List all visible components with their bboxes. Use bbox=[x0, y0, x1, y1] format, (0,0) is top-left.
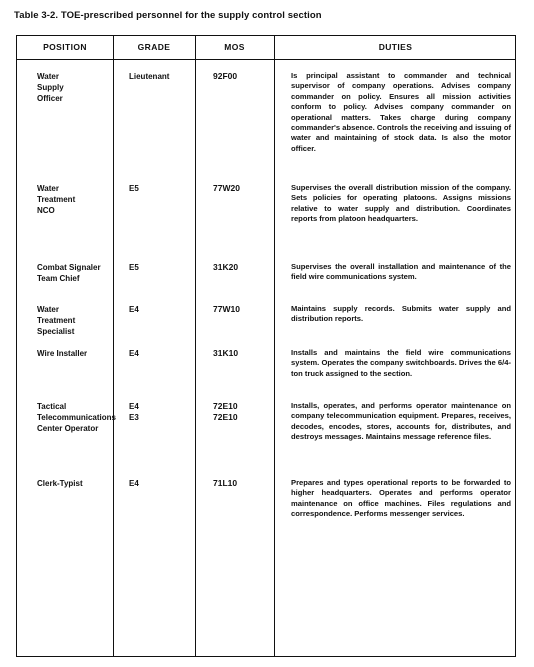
position-cell: Water Supply Officer bbox=[37, 72, 64, 103]
header-duties: DUTIES bbox=[378, 42, 413, 52]
grade-cell: E4 bbox=[129, 479, 139, 488]
mos-cell: 31K10 bbox=[213, 348, 239, 358]
grade-cell: E4 bbox=[129, 305, 139, 314]
duties-cell: Is principal assistant to commander and technical supervisor of company operations. Advises company commander on policy. Ensures all mission activities conform to policy. Advises company commander on operational matters. Takes charge during company commander's absence. Controls the receiving and issuing of water and maintaining of stock data. Is also the motor officer. bbox=[291, 71, 511, 153]
mos-cell: 31K20 bbox=[213, 262, 239, 272]
mos-cell: 77W10 bbox=[213, 304, 240, 314]
header-mos: MOS bbox=[224, 42, 245, 52]
position-cell: Water Treatment Specialist bbox=[37, 305, 76, 336]
table-caption: Table 3-2. TOE-prescribed personnel for the supply control section bbox=[14, 10, 322, 21]
grade-cell: E4 bbox=[129, 349, 139, 358]
duties-cell: Installs, operates, and performs operator maintenance on company telecommunication equipment. Prepares, receives, decodes, encodes, stores, accounts for, distributes, and destroys messages. Maintains message reference files. bbox=[291, 401, 511, 442]
header-divider bbox=[17, 59, 515, 60]
grade-cell: E5 bbox=[129, 184, 139, 193]
duties-cell: Prepares and types operational reports to be forwarded to higher headquarters. Operates and performs operator maintenance on office machines. Files regulations and correspondence. Performs messenger services. bbox=[291, 478, 511, 519]
position-cell: Clerk-Typist bbox=[37, 479, 83, 488]
grade-cell: Lieutenant bbox=[129, 72, 170, 81]
mos-cell: 71L10 bbox=[213, 478, 238, 488]
duties-cell: Installs and maintains the field wire communications system. Operates the company switchboards. Drives the 6/4-ton truck assigned to the section. bbox=[291, 348, 511, 378]
duties-cell: Maintains supply records. Submits water supply and distribution reports. bbox=[291, 304, 511, 324]
grade-cell: E4 E3 bbox=[129, 402, 139, 422]
column-divider bbox=[113, 36, 114, 656]
grade-cell: E5 bbox=[129, 263, 139, 272]
mos-cell: 77W20 bbox=[213, 183, 240, 193]
position-cell: Water Treatment NCO bbox=[37, 184, 76, 215]
header-grade: GRADE bbox=[137, 42, 171, 52]
mos-cell: 92F00 bbox=[213, 71, 238, 81]
personnel-table bbox=[16, 35, 516, 657]
position-cell: Tactical Telecommunications Center Operator bbox=[37, 402, 116, 433]
position-cell: Combat Signaler Team Chief bbox=[37, 263, 101, 283]
header-position: POSITION bbox=[43, 42, 87, 52]
mos-cell: 72E10 72E10 bbox=[213, 401, 238, 422]
duties-cell: Supervises the overall installation and maintenance of the field wire communications system. bbox=[291, 262, 511, 282]
position-cell: Wire Installer bbox=[37, 349, 88, 358]
column-divider bbox=[195, 36, 196, 656]
duties-cell: Supervises the overall distribution mission of the company. Sets policies for operating platoons. Assigns missions relative to water supply and distribution. Coordinates reports from platoon headquarters. bbox=[291, 183, 511, 224]
column-divider bbox=[274, 36, 275, 656]
